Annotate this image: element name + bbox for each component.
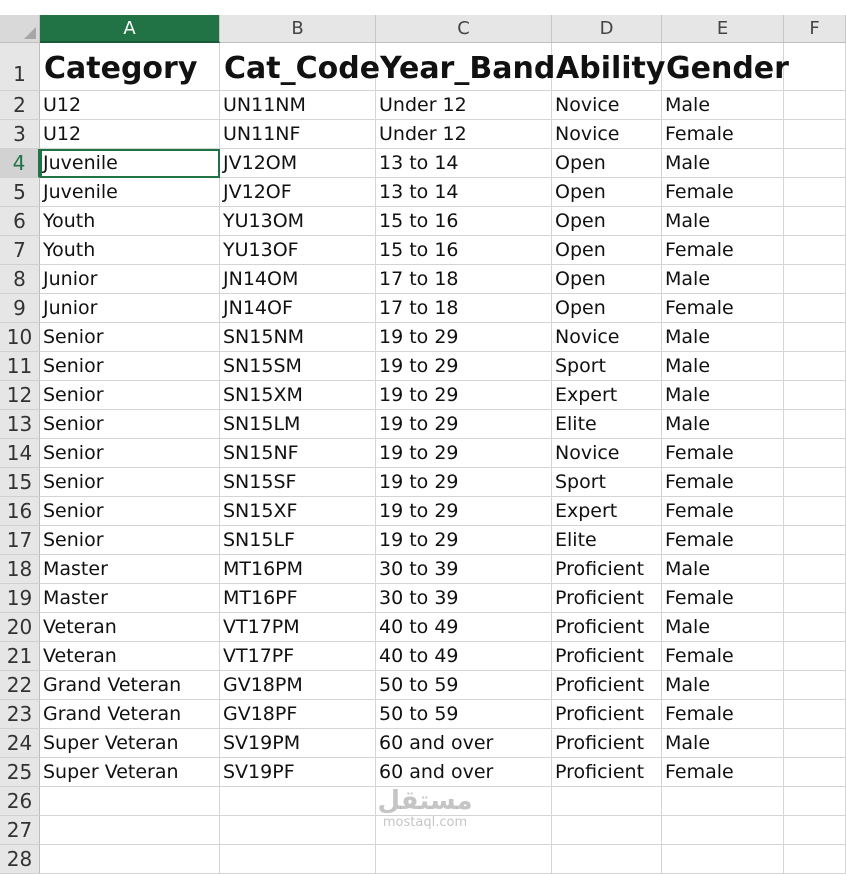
table-cell[interactable]: GV18PM (220, 671, 376, 700)
header-cell-ability[interactable]: Ability (552, 43, 662, 91)
empty-cell[interactable] (784, 207, 846, 236)
empty-cell[interactable] (784, 671, 846, 700)
table-cell[interactable]: Junior (40, 265, 220, 294)
table-cell[interactable] (220, 816, 376, 845)
table-cell[interactable]: Youth (40, 236, 220, 265)
table-cell[interactable]: 19 to 29 (376, 352, 552, 381)
row-header[interactable]: 7 (0, 236, 40, 265)
empty-cell[interactable] (784, 613, 846, 642)
table-cell[interactable]: YU13OM (220, 207, 376, 236)
table-cell[interactable]: Senior (40, 439, 220, 468)
row-header[interactable]: 8 (0, 265, 40, 294)
empty-cell[interactable] (784, 526, 846, 555)
empty-cell[interactable] (784, 497, 846, 526)
empty-cell[interactable] (784, 149, 846, 178)
table-cell[interactable]: Male (662, 381, 784, 410)
table-cell[interactable]: JV12OF (220, 178, 376, 207)
column-header-f[interactable]: F (784, 15, 846, 43)
empty-cell[interactable] (784, 178, 846, 207)
empty-cell[interactable] (784, 584, 846, 613)
table-cell[interactable]: Juvenile (40, 178, 220, 207)
table-cell[interactable]: Master (40, 555, 220, 584)
row-header[interactable]: 9 (0, 294, 40, 323)
empty-cell[interactable] (784, 265, 846, 294)
table-cell[interactable]: Grand Veteran (40, 700, 220, 729)
table-cell[interactable]: 40 to 49 (376, 642, 552, 671)
table-cell[interactable]: Junior (40, 294, 220, 323)
table-row (0, 816, 846, 845)
table-cell[interactable]: Male (662, 671, 784, 700)
empty-cell[interactable] (784, 323, 846, 352)
empty-cell[interactable] (784, 294, 846, 323)
cell-grid (0, 43, 846, 874)
table-row (0, 323, 846, 352)
table-cell[interactable]: Novice (552, 120, 662, 149)
table-cell[interactable]: Novice (552, 439, 662, 468)
select-all-button[interactable] (0, 15, 40, 43)
table-row (0, 845, 846, 874)
table-cell[interactable]: Male (662, 91, 784, 120)
table-cell[interactable]: Female (662, 758, 784, 787)
table-cell[interactable]: Open (552, 294, 662, 323)
table-row (0, 700, 846, 729)
table-cell[interactable]: Super Veteran (40, 729, 220, 758)
table-cell[interactable]: Female (662, 468, 784, 497)
table-cell[interactable]: Veteran (40, 613, 220, 642)
table-cell[interactable]: Youth (40, 207, 220, 236)
table-cell[interactable]: Female (662, 642, 784, 671)
table-cell[interactable]: SN15XF (220, 497, 376, 526)
table-cell[interactable]: Senior (40, 352, 220, 381)
table-row (0, 671, 846, 700)
empty-cell[interactable] (784, 410, 846, 439)
table-cell[interactable]: 60 and over (376, 729, 552, 758)
table-cell[interactable]: 30 to 39 (376, 584, 552, 613)
table-cell[interactable]: SN15LF (220, 526, 376, 555)
table-row (0, 787, 846, 816)
select-all-triangle-icon (24, 27, 36, 39)
row-header[interactable]: 14 (0, 439, 40, 468)
empty-cell[interactable] (784, 729, 846, 758)
table-row (0, 91, 846, 120)
row-header[interactable]: 1 (0, 43, 40, 91)
row-header[interactable]: 17 (0, 526, 40, 555)
table-cell[interactable]: Grand Veteran (40, 671, 220, 700)
table-cell[interactable]: Proficient (552, 613, 662, 642)
table-cell[interactable]: U12 (40, 120, 220, 149)
row-header[interactable]: 18 (0, 555, 40, 584)
table-cell[interactable]: Novice (552, 91, 662, 120)
table-cell[interactable]: 40 to 49 (376, 613, 552, 642)
table-cell[interactable]: SV19PM (220, 729, 376, 758)
table-cell[interactable]: Male (662, 149, 784, 178)
empty-cell[interactable] (784, 555, 846, 584)
row-header[interactable]: 2 (0, 91, 40, 120)
table-cell[interactable]: 15 to 16 (376, 236, 552, 265)
table-cell[interactable]: Male (662, 555, 784, 584)
row-header[interactable]: 11 (0, 352, 40, 381)
table-row (0, 555, 846, 584)
table-row (0, 613, 846, 642)
table-cell[interactable]: Senior (40, 497, 220, 526)
empty-cell[interactable] (784, 468, 846, 497)
table-cell[interactable]: Under 12 (376, 120, 552, 149)
table-cell[interactable]: JN14OM (220, 265, 376, 294)
table-row (0, 120, 846, 149)
table-cell[interactable]: Female (662, 526, 784, 555)
table-row (0, 584, 846, 613)
row-header[interactable]: 25 (0, 758, 40, 787)
table-cell[interactable]: Male (662, 207, 784, 236)
table-cell[interactable]: UN11NF (220, 120, 376, 149)
table-cell[interactable]: Elite (552, 526, 662, 555)
empty-cell[interactable] (784, 439, 846, 468)
empty-cell[interactable] (784, 120, 846, 149)
table-row (0, 497, 846, 526)
table-row (0, 149, 846, 178)
table-cell[interactable]: MT16PM (220, 555, 376, 584)
table-cell[interactable]: Female (662, 584, 784, 613)
table-cell[interactable]: Proficient (552, 584, 662, 613)
table-row (0, 729, 846, 758)
column-header-bar (0, 15, 846, 43)
table-cell[interactable]: GV18PF (220, 700, 376, 729)
table-row (0, 236, 846, 265)
table-cell[interactable]: 19 to 29 (376, 468, 552, 497)
empty-cell[interactable] (784, 352, 846, 381)
row-header[interactable]: 22 (0, 671, 40, 700)
table-cell[interactable]: Female (662, 236, 784, 265)
table-cell[interactable] (662, 787, 784, 816)
header-cell-gender[interactable]: Gender (662, 43, 784, 91)
table-row (0, 758, 846, 787)
table-cell[interactable]: JV12OM (220, 149, 376, 178)
empty-cell[interactable] (784, 91, 846, 120)
table-row (0, 352, 846, 381)
row-header[interactable]: 19 (0, 584, 40, 613)
table-cell[interactable]: SN15XM (220, 381, 376, 410)
table-cell[interactable]: U12 (40, 91, 220, 120)
table-cell[interactable] (552, 787, 662, 816)
table-cell[interactable]: Male (662, 613, 784, 642)
table-cell[interactable]: Super Veteran (40, 758, 220, 787)
column-header-e[interactable]: E (662, 15, 784, 43)
row-header[interactable]: 10 (0, 323, 40, 352)
header-cell-category[interactable]: Category (40, 43, 220, 91)
empty-cell[interactable] (784, 845, 846, 874)
row-header[interactable]: 27 (0, 816, 40, 845)
table-cell[interactable] (552, 816, 662, 845)
table-cell[interactable]: 13 to 14 (376, 149, 552, 178)
table-cell[interactable] (220, 787, 376, 816)
table-cell[interactable] (662, 816, 784, 845)
table-cell[interactable]: Open (552, 149, 662, 178)
column-header-d[interactable]: D (552, 15, 662, 43)
table-cell[interactable]: 19 to 29 (376, 323, 552, 352)
empty-cell[interactable] (784, 642, 846, 671)
empty-cell[interactable] (784, 381, 846, 410)
table-cell[interactable] (376, 787, 552, 816)
table-cell[interactable]: Sport (552, 468, 662, 497)
table-cell[interactable]: SN15SF (220, 468, 376, 497)
empty-cell[interactable] (784, 816, 846, 845)
empty-cell[interactable] (784, 236, 846, 265)
table-cell[interactable]: Proficient (552, 729, 662, 758)
row-header[interactable]: 15 (0, 468, 40, 497)
table-cell[interactable]: Male (662, 729, 784, 758)
table-row (0, 439, 846, 468)
table-cell[interactable]: SN15NM (220, 323, 376, 352)
empty-cell[interactable] (784, 787, 846, 816)
row-header[interactable]: 16 (0, 497, 40, 526)
table-cell[interactable]: Senior (40, 410, 220, 439)
table-cell[interactable]: Elite (552, 410, 662, 439)
table-cell[interactable]: Proficient (552, 642, 662, 671)
table-cell[interactable]: Female (662, 178, 784, 207)
header-cell-cat-code[interactable]: Cat_Code (220, 43, 376, 91)
watermark-latin: mostaql.com (382, 815, 468, 830)
row-header[interactable]: 26 (0, 787, 40, 816)
table-cell[interactable]: Female (662, 439, 784, 468)
table-cell[interactable]: 13 to 14 (376, 178, 552, 207)
table-cell[interactable]: SN15NF (220, 439, 376, 468)
table-cell[interactable]: Open (552, 236, 662, 265)
table-cell[interactable]: Male (662, 410, 784, 439)
table-cell[interactable]: Senior (40, 323, 220, 352)
row-header[interactable]: 6 (0, 207, 40, 236)
table-cell[interactable]: YU13OF (220, 236, 376, 265)
table-cell[interactable]: MT16PF (220, 584, 376, 613)
table-cell[interactable]: Juvenile (40, 149, 220, 178)
table-cell[interactable]: Under 12 (376, 91, 552, 120)
watermark-arabic: مستقل (377, 786, 473, 816)
table-cell[interactable]: Expert (552, 381, 662, 410)
table-row (0, 526, 846, 555)
table-row (0, 468, 846, 497)
table-cell[interactable]: Senior (40, 526, 220, 555)
table-cell[interactable]: 17 to 18 (376, 294, 552, 323)
column-header-c[interactable]: C (376, 15, 552, 43)
table-cell[interactable]: Female (662, 294, 784, 323)
table-cell[interactable]: Senior (40, 381, 220, 410)
table-cell[interactable]: Senior (40, 468, 220, 497)
column-header-b[interactable]: B (220, 15, 376, 43)
table-cell[interactable]: 50 to 59 (376, 700, 552, 729)
table-row (0, 410, 846, 439)
table-cell[interactable]: Male (662, 352, 784, 381)
table-cell[interactable]: Proficient (552, 700, 662, 729)
table-cell[interactable]: 19 to 29 (376, 410, 552, 439)
table-cell[interactable]: SN15LM (220, 410, 376, 439)
table-row (0, 178, 846, 207)
table-cell[interactable] (40, 845, 220, 874)
table-cell[interactable]: 50 to 59 (376, 671, 552, 700)
table-cell[interactable]: SN15SM (220, 352, 376, 381)
table-cell[interactable] (662, 845, 784, 874)
header-cell-year-band[interactable]: Year_Band (376, 43, 552, 91)
table-cell[interactable]: 17 to 18 (376, 265, 552, 294)
table-cell[interactable]: Male (662, 323, 784, 352)
top-strip (0, 0, 846, 15)
table-row (0, 265, 846, 294)
table-cell[interactable]: JN14OF (220, 294, 376, 323)
table-cell[interactable]: Open (552, 178, 662, 207)
table-cell[interactable]: Master (40, 584, 220, 613)
row-header[interactable]: 12 (0, 381, 40, 410)
empty-cell[interactable] (784, 43, 846, 91)
table-cell[interactable]: Female (662, 700, 784, 729)
table-cell[interactable]: VT17PF (220, 642, 376, 671)
table-cell[interactable]: Proficient (552, 555, 662, 584)
table-cell[interactable]: Open (552, 207, 662, 236)
table-cell[interactable]: Novice (552, 323, 662, 352)
table-cell[interactable]: 30 to 39 (376, 555, 552, 584)
table-cell[interactable]: SV19PF (220, 758, 376, 787)
row-header[interactable]: 28 (0, 845, 40, 874)
table-cell[interactable] (552, 845, 662, 874)
row-header[interactable]: 20 (0, 613, 40, 642)
table-cell[interactable] (376, 816, 552, 845)
table-cell[interactable]: Open (552, 265, 662, 294)
table-row (0, 642, 846, 671)
table-cell[interactable]: Veteran (40, 642, 220, 671)
table-row (0, 207, 846, 236)
table-cell[interactable]: Female (662, 120, 784, 149)
table-cell[interactable]: 19 to 29 (376, 526, 552, 555)
row-header[interactable]: 23 (0, 700, 40, 729)
table-cell[interactable]: UN11NM (220, 91, 376, 120)
table-cell[interactable]: 15 to 16 (376, 207, 552, 236)
row-header[interactable]: 5 (0, 178, 40, 207)
table-row (0, 294, 846, 323)
table-cell[interactable]: Proficient (552, 758, 662, 787)
table-cell[interactable]: Proficient (552, 671, 662, 700)
column-header-a[interactable]: A (40, 15, 220, 43)
table-cell[interactable] (40, 816, 220, 845)
row-header[interactable]: 13 (0, 410, 40, 439)
table-cell[interactable]: 60 and over (376, 758, 552, 787)
table-cell[interactable] (40, 787, 220, 816)
table-cell[interactable]: 19 to 29 (376, 439, 552, 468)
table-cell[interactable]: Sport (552, 352, 662, 381)
table-cell[interactable] (220, 845, 376, 874)
row-header[interactable]: 4 (0, 149, 40, 178)
table-cell[interactable]: Expert (552, 497, 662, 526)
empty-cell[interactable] (784, 758, 846, 787)
row-header[interactable]: 24 (0, 729, 40, 758)
header-row (0, 43, 846, 91)
table-cell[interactable]: Male (662, 265, 784, 294)
row-header[interactable]: 21 (0, 642, 40, 671)
table-cell[interactable]: 19 to 29 (376, 381, 552, 410)
empty-cell[interactable] (784, 700, 846, 729)
row-header[interactable]: 3 (0, 120, 40, 149)
table-cell[interactable] (376, 845, 552, 874)
table-cell[interactable]: VT17PM (220, 613, 376, 642)
table-cell[interactable]: 19 to 29 (376, 497, 552, 526)
table-cell[interactable]: Female (662, 497, 784, 526)
table-row (0, 381, 846, 410)
